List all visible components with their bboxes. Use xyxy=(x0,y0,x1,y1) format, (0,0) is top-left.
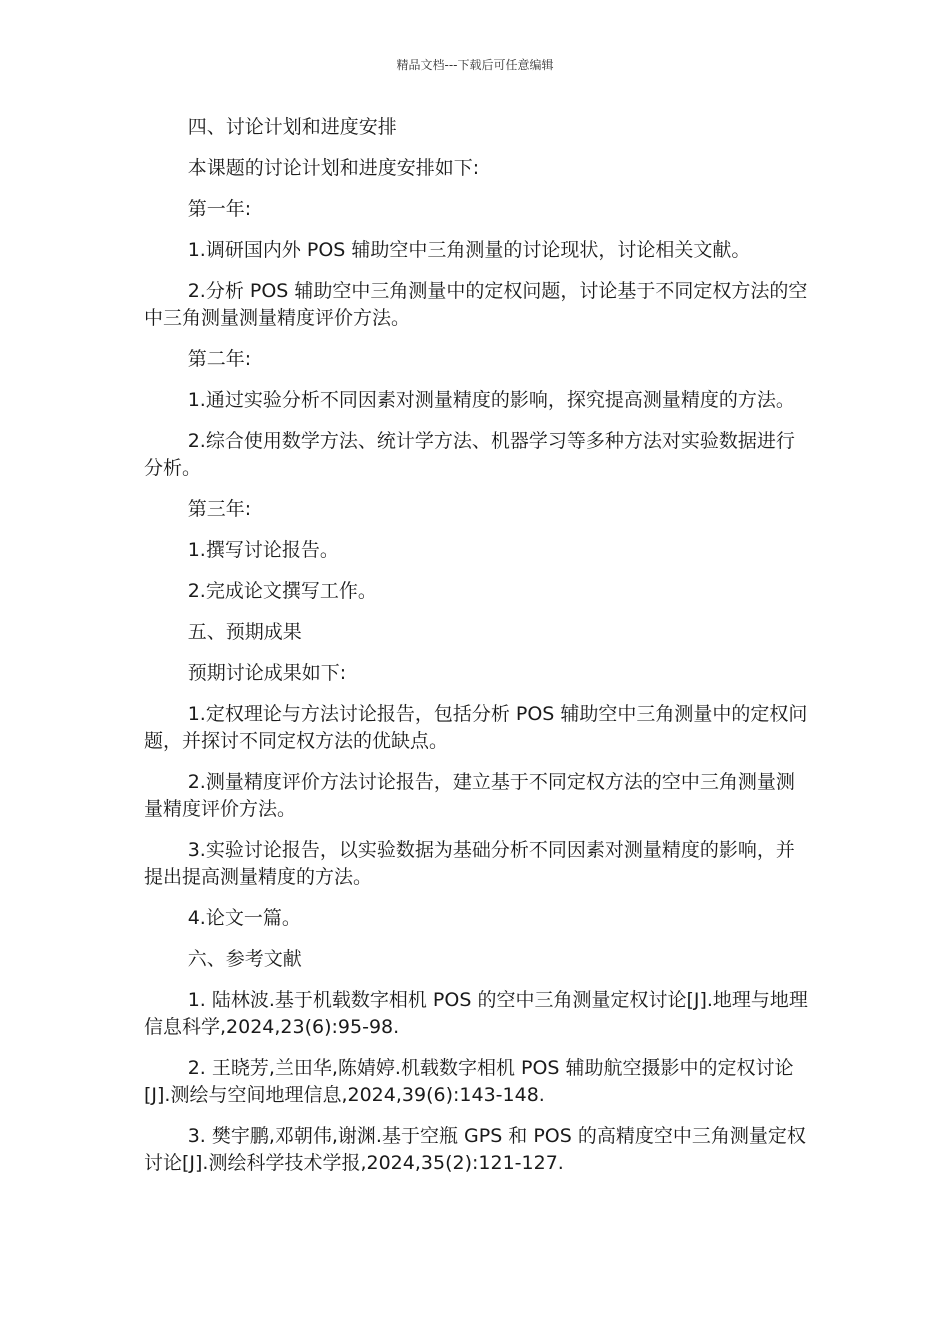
result-item-3: 3.实验讨论报告，以实验数据为基础分析不同因素对测量精度的影响，并提出提高测量精度的方法。 xyxy=(144,839,795,888)
results-intro: 预期讨论成果如下: xyxy=(187,662,347,684)
result-item-2: 2.测量精度评价方法讨论报告，建立基于不同定权方法的空中三角测量测量精度评价方法。 xyxy=(144,771,795,820)
plan-intro: 本课题的讨论计划和进度安排如下: xyxy=(187,157,480,179)
year-three-item-1: 1.撰写讨论报告。 xyxy=(187,539,339,561)
year-two-item-1: 1.通过实验分析不同因素对测量精度的影响，探究提高测量精度的方法。 xyxy=(187,389,795,411)
reference-item-2: 2. 王晓芳,兰田华,陈婧婷.机载数字相机 POS 辅助航空摄影中的定权讨论[J].测绘与空间地理信息,2024,39(6):143-148. xyxy=(144,1057,794,1106)
year-one-heading: 第一年: xyxy=(187,198,252,220)
year-two-item-2: 2.综合使用数学方法、统计学方法、机器学习等多种方法对实验数据进行分析。 xyxy=(144,430,795,479)
page-header: 精品文档---下载后可任意编辑 xyxy=(396,58,554,72)
reference-item-1: 1. 陆林波.基于机载数字相机 POS 的空中三角测量定权讨论[J].地理与地理信息科学,2024,23(6):95-98. xyxy=(144,989,808,1038)
result-item-4: 4.论文一篇。 xyxy=(187,907,301,929)
year-one-item-1: 1.调研国内外 POS 辅助空中三角测量的讨论现状，讨论相关文献。 xyxy=(187,239,751,261)
document-body xyxy=(144,114,810,1191)
year-three-item-2: 2.完成论文撰写工作。 xyxy=(187,580,377,602)
reference-item-3: 3. 樊宇鹏,邓朝伟,谢渊.基于空瓶 GPS 和 POS 的高精度空中三角测量定权讨论[J].测绘科学技术学报,2024,35(2):121-127. xyxy=(144,1125,806,1174)
section-heading-plan: 四、讨论计划和进度安排 xyxy=(187,116,397,138)
result-item-1: 1.定权理论与方法讨论报告，包括分析 POS 辅助空中三角测量中的定权问题，并探讨不同定权方法的优缺点。 xyxy=(144,703,808,752)
section-heading-results: 五、预期成果 xyxy=(187,621,302,643)
year-two-heading: 第二年: xyxy=(187,348,252,370)
year-one-item-2: 2.分析 POS 辅助空中三角测量中的定权问题，讨论基于不同定权方法的空中三角测量测量精度评价方法。 xyxy=(144,280,808,329)
section-heading-references: 六、参考文献 xyxy=(187,948,302,970)
year-three-heading: 第三年: xyxy=(187,498,252,520)
